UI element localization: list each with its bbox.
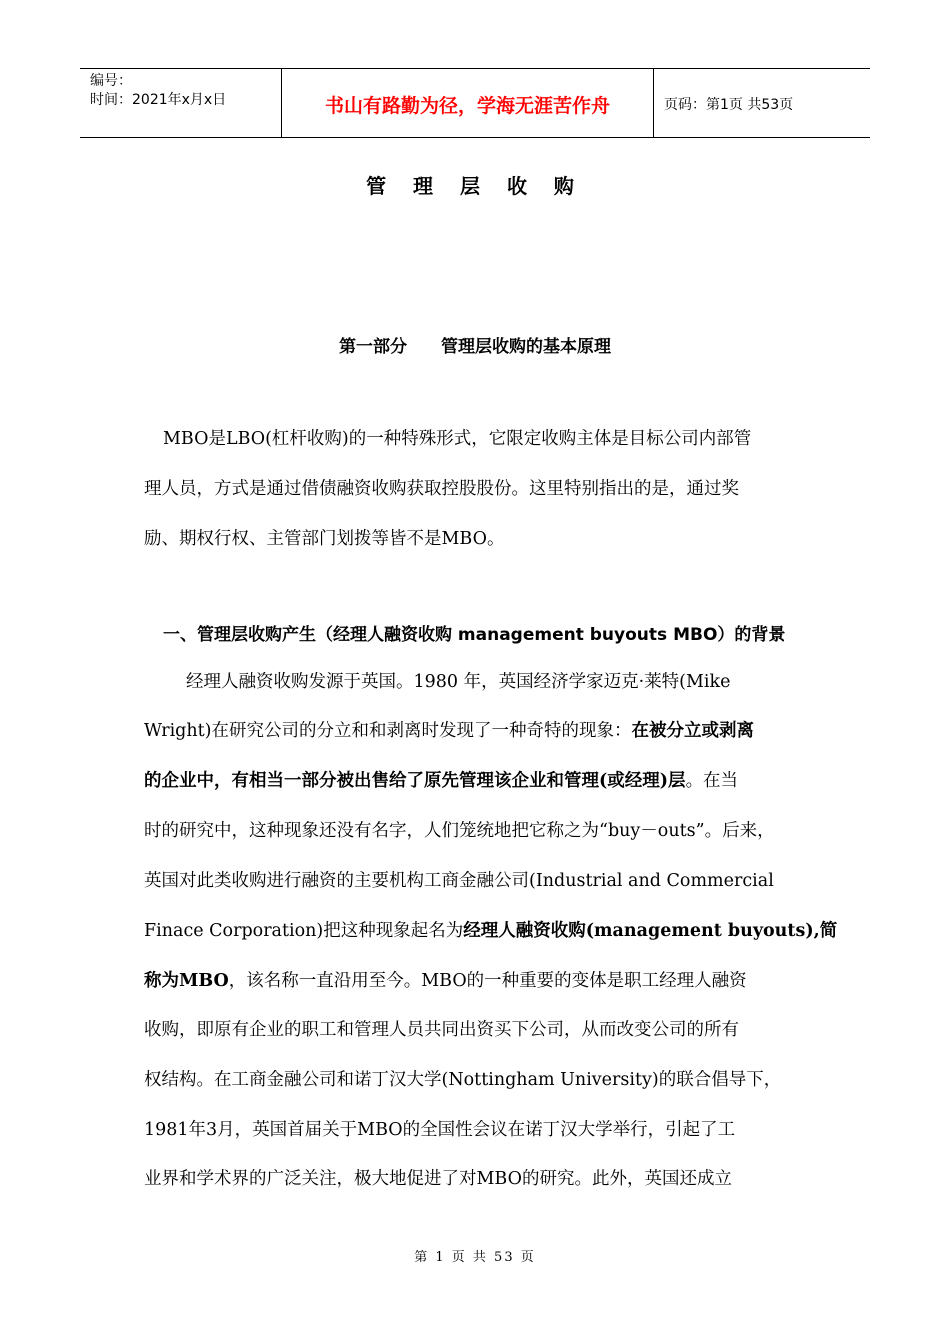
body-line-2 <box>144 717 809 742</box>
part-heading: 第一部分 管理层收购的基本原理 <box>339 337 611 357</box>
body-line-6 <box>144 917 838 942</box>
intro-line-3: 励、期权行权、主管部门划拨等皆不是MBO。 <box>144 529 505 549</box>
body-line-11: 业界和学术界的广泛关注，极大地促进了对MBO的研究。此外，英国还成立 <box>144 1169 732 1189</box>
intro-line-2: 理人员，方式是通过借债融资收购获取控股股份。这里特别指出的是，通过奖 <box>144 479 739 499</box>
number-label: 编号： <box>90 73 132 89</box>
body-emphasis: 的企业中，有相当一部分被出售给了原先管理该企业和管理(或经理)层 <box>144 771 686 791</box>
body-line-5: 英国对此类收购进行融资的主要机构工商金融公司(Industrial and Commercial <box>144 871 774 891</box>
page-info: 页码：第1页 共53页 <box>664 97 794 113</box>
body-emphasis: 经理人融资收购(management buyouts),简 <box>463 921 838 941</box>
body-text: 。在当 <box>685 771 739 791</box>
document-title: 管 理 层 收 购 <box>366 174 584 198</box>
body-emphasis: 在被分立或剥离 <box>631 721 754 741</box>
body-text: ，该名称一直沿用至今。MBO的一种重要的变体是职工经理人融资 <box>228 971 747 991</box>
intro-line-1: MBO是LBO(杠杆收购)的一种特殊形式，它限定收购主体是目标公司内部管 <box>163 429 752 449</box>
body-emphasis: 称为MBO <box>144 971 229 991</box>
body-line-8: 收购，即原有企业的职工和管理人员共同出资买下公司，从而改变公司的所有 <box>144 1020 739 1040</box>
body-line-4: 时的研究中，这种现象还没有名字，人们笼统地把它称之为“buy－outs”。后来， <box>144 821 775 841</box>
body-text: Finace Corporation)把这种现象起名为 <box>144 921 464 941</box>
motto-text: 书山有路勤为径，学海无涯苦作舟 <box>324 95 610 117</box>
section-heading: 一、管理层收购产生（经理人融资收购 management buyouts MBO）的背景 <box>163 625 786 645</box>
body-line-9: 权结构。在工商金融公司和诺丁汉大学(Nottingham University)的联合倡导下， <box>144 1070 782 1090</box>
page-footer: 第 1 页 共 53 页 <box>414 1250 536 1265</box>
body-line-7 <box>144 967 809 992</box>
header-motto-cell <box>281 69 654 137</box>
body-line-10: 1981年3月，英国首届关于MBO的全国性会议在诺丁汉大学举行，引起了工 <box>144 1120 736 1140</box>
date-label: 时间：2021年x月x日 <box>90 92 227 108</box>
body-text: Wright)在研究公司的分立和和剥离时发现了一种奇特的现象： <box>144 721 632 741</box>
header-page-cell <box>654 69 870 137</box>
header-meta-cell <box>80 69 281 137</box>
body-line-1: 经理人融资收购发源于英国。1980 年，英国经济学家迈克·莱特(Mike <box>186 672 731 692</box>
body-line-3 <box>144 767 809 792</box>
page-header <box>80 68 870 138</box>
